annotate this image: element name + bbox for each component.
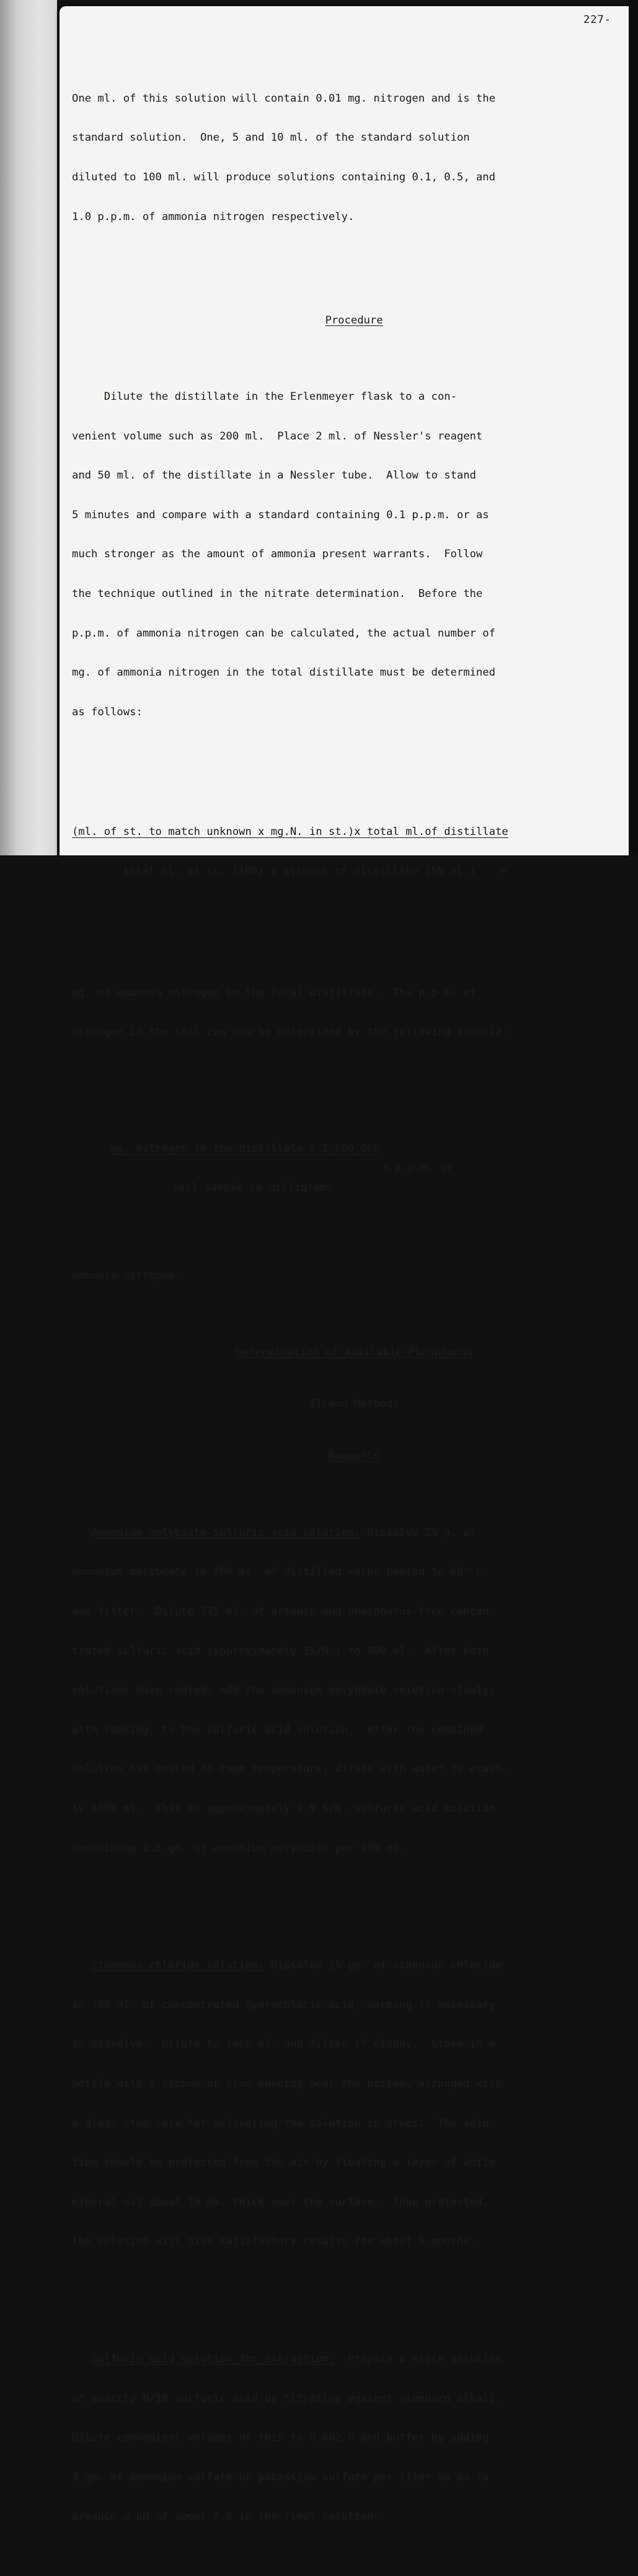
text-line: p.p.m. of ammonia nitrogen can be calculated, the actual number of: [72, 627, 495, 640]
text-line: One ml. of this solution will contain 0.01 mg. nitrogen and is the: [72, 92, 495, 105]
phosphorus-section-heading: Determination of Available Phosphorus: [235, 1346, 473, 1359]
text-line: Stannous chloride solution: Dissolve 25 gm. of stannous chloride: [91, 1959, 502, 1972]
reagent-molybdate: [72, 1500, 598, 1881]
text-line: nitrogen in the soil can now be determined by the following formula:: [72, 1026, 508, 1039]
formula-numerator: mg. nitrogen in the distillate x 1,000,000: [110, 1142, 380, 1155]
reagent-name: Ammonium molybdate-sulfuric acid solution:: [91, 1526, 361, 1539]
formula-followup-paragraph: [72, 960, 598, 1065]
reagent-name: Sulfuric acid solution for extraction:: [91, 2352, 335, 2365]
procedure-heading: Procedure: [325, 314, 383, 327]
text-line: the technique outlined in the nitrate determination. Before the: [72, 587, 483, 600]
procedure-paragraph: [72, 364, 598, 746]
text-line: much stronger as the amount of ammonia present warrants. Follow: [72, 548, 483, 561]
reagent-name: Stannous chloride solution:: [91, 1959, 265, 1972]
text-line: tion should be protected from the air by floating a layer of white: [72, 2156, 495, 2169]
text-line: as follows:: [72, 705, 143, 718]
text-line: Dilute convenient volumes of this to 0.002 N and buffer by adding: [72, 2432, 489, 2445]
text-line: to dissolve. Dilute to 1000 ml. and filter if cloudy. Store in a: [72, 2038, 495, 2051]
text-line: ammonium molybdate in 200 ml. of distilled water heated to 60° C.: [72, 1566, 489, 1579]
formula-numerator: (ml. of st. to match unknown x mg.N. in st.)x total ml.of distillate: [72, 826, 508, 839]
text-line: diluted to 100 ml. will produce solutions containing 0.1, 0.5, and: [72, 171, 495, 183]
text-line: Ammonium molybdate-sulfuric acid solution: Dissolve 25 g. of: [91, 1526, 476, 1539]
text-line: and 50 ml. of the distillate in a Nessler tube. Allow to stand: [72, 469, 476, 482]
previous-page-edge: [0, 0, 57, 855]
text-line: mg. of ammonia nitrogen in the total distillate must be determined: [72, 666, 495, 679]
text-line: mg. of ammonia nitrogen in the total distillate. The p.p.m. of: [72, 986, 476, 999]
page-body: [72, 40, 598, 2576]
text-line: ly 1000 ml. This is approximately a 9.6/N. sulfuric acid solution: [72, 1802, 495, 1815]
reagents-heading: Reagents: [328, 1449, 380, 1462]
text-line: bottle with a siphon or side opening near the bottom, arranged with: [72, 2077, 502, 2090]
text-line: ammonia nitrogen.: [72, 1269, 181, 1282]
page-number: 227-: [583, 14, 611, 26]
document-page: [60, 6, 629, 2523]
text-line: containing 2.5 gm. of ammonium molybdate per 100 ml.: [72, 1842, 406, 1855]
formula-denominator: total ml. of st. (100) x aliquot of distillate (50 ml.) =: [123, 865, 507, 878]
intro-paragraph: [72, 66, 598, 250]
text-line: of exactly N/10 sulfuric acid by titrating against standard alkali.: [72, 2392, 502, 2405]
text-line: standard solution. One, 5 and 10 ml. of the standard solution: [72, 131, 470, 144]
scan-border: [629, 0, 638, 855]
text-line: a glass stop cock for delivering the solution in drops. The solu-: [72, 2117, 495, 2130]
method-subtitle: (Truog Method): [309, 1398, 399, 1411]
reagent-sulfuric-acid: [72, 2327, 598, 2550]
text-line: produce a pH of about 3.0 in the final solution.: [72, 2510, 380, 2523]
text-line: Dilute the distillate in the Erlenmeyer flask to a con-: [72, 390, 457, 403]
text-line: 3 gm. of ammonium sulfate or potassium sulfate per liter so as to: [72, 2471, 489, 2484]
distillate-formula: [72, 800, 598, 905]
text-line: 5 minutes and compare with a standard containing 0.1 p.p.m. or as: [72, 508, 489, 521]
text-line: the solution will give satisfactory results for about 6 months.: [72, 2235, 476, 2248]
text-line: venient volume such as 200 ml. Place 2 ml. of Nessler's reagent: [72, 430, 483, 443]
reagent-stannous-chloride: [72, 1933, 598, 2275]
text-line: 1.0 p.p.m. of ammonia nitrogen respectively.: [72, 210, 355, 223]
text-line: and filter. Dilute 275 ml. of arsenic and phosphorus-free concen-: [72, 1605, 495, 1618]
ppm-formula: [110, 1116, 598, 1221]
text-line: solution has cooled to room temperature, dilute with water to exact-: [72, 1763, 508, 1776]
text-line: Sulfuric acid solution for extraction: Prepare a stock solution: [91, 2352, 502, 2365]
text-line: trated sulfuric acid (approximately 35/N.) to 800 ml. After both: [72, 1644, 489, 1657]
text-line: solutions have cooled, add the ammonium molybdate solution slowly,: [72, 1684, 495, 1697]
formula-result: = p.p.m. of: [382, 1162, 453, 1175]
text-line: with shaking, to the sulfuric acid solution. After the combined: [72, 1723, 483, 1736]
formula-denominator: soil sample in milligrams: [172, 1181, 333, 1194]
text-line: in 100 ml. of concentrated hydrochloric acid, warming if necessary: [72, 1998, 495, 2011]
text-line: mineral oil about 10 mm. thick over the surface. Thus protected,: [72, 2195, 489, 2208]
